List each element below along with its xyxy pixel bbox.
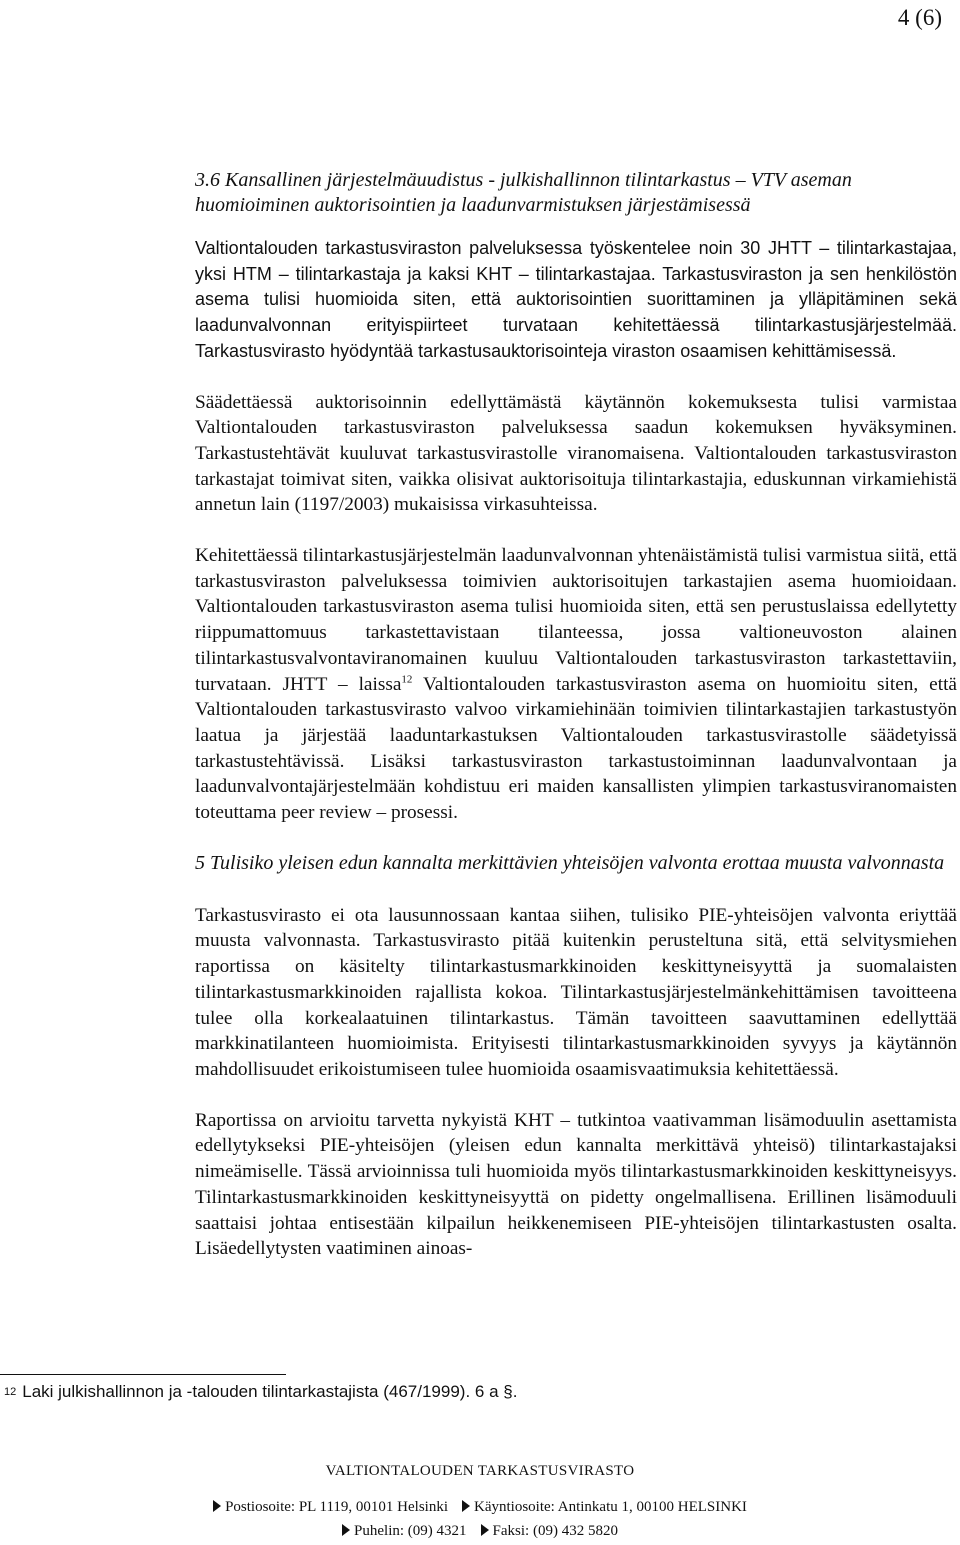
triangle-right-icon xyxy=(342,1524,350,1536)
footer-visiting-address: Käyntiosoite: Antinkatu 1, 00100 HELSINKI xyxy=(474,1499,747,1515)
paragraph-3-part-b: Valtiontalouden tarkastusviraston asema on huomioitu siten, että Valtiontalouden tarkastusvirasto valvoo virkamiehinään toimivien tilintarkastajien tarkastustyön laatua ja järjestää laaduntarkastuksen Valtiontalouden tarkastusvirastolle säädetyissä tarkastustehtävissä. Lisäksi tarkastusviraston tarkastustoiminnan laadunvalvontaan ja laadunvalvontajärjestelmään kohdistuu eri maiden kansallisten ylimpien tarkastusviranomaisten toteuttama peer review – prosessi. xyxy=(195,673,957,824)
section-heading-3-6: 3.6 Kansallinen järjestelmäuudistus - julkishallinnon tilintarkastus – VTV aseman huomioiminen auktorisointien ja laadunvarmistuksen järjestämisessä xyxy=(195,169,852,216)
triangle-right-icon xyxy=(462,1500,470,1512)
paragraph-4: Tarkastusvirasto ei ota lausunnossaan kantaa siihen, tulisiko PIE-yhteisöjen valvonta eriyttää muusta valvonnasta. Tarkastusvirasto pitää kuitenkin perusteltuna sitä, että selvitysmiehen raportissa on käsitelty tilintarkastusmarkkinoiden keskittyneisyyttä ja suomalaisten tilintarkastusmarkkinoiden rajallista kokoa. Tilintarkastusjärjestelmänkehittämisen tavoitteena tulee olla korkealaatuinen tilintarkastus. Tämän tavoitteen saavuttaminen edellyttää markkinatilanteen huomioimista. Erityisesti tilintarkastusmarkkinoiden syvyys ja käytännön mahdollisuudet erikoistumiseen tulee huomioida osaamisvaatimuksia kehitettäessä. xyxy=(195,904,957,1080)
footnote-reference: 12 xyxy=(401,673,413,686)
paragraph-2: Säädettäessä auktorisoinnin edellyttämästä käytännön kokemuksesta tulisi varmistaa Valtiontalouden tarkastusviraston palveluksessa saadun kokemuksen hyväksyminen. Tarkastustehtävät kuuluvat tarkastusvirastolle viranomaisena. Valtiontalouden tarkastusviraston tarkastajat toimivat siten, vaikka olisivat auktorisoituja tilintarkastajia, eduskunnan virkamiehistä annetun lain (1197/2003) mukaisissa virkasuhteissa. xyxy=(195,391,957,516)
paragraph-3-part-a: Kehitettäessä tilintarkastusjärjestelmän laadunvalvonnan yhtenäistämistä tulisi varmistua siitä, että tarkastusviraston palveluksessa toimivien auktorisoitujen tarkastajien asema huomioidaan. Valtiontalouden tarkastusviraston asema tulisi huomioida siten, että sen perustuslaissa edellytetty riippumattomuus tarkastettavistaan tilanteessa, jossa valtioneuvoston alainen tilintarkastusvalvontaviranomainen kuuluu Valtiontalouden tarkastusviraston tarkastettaviin, turvataan. JHTT – laissa xyxy=(195,545,957,695)
footnote-divider xyxy=(0,1374,286,1375)
paragraph-5: Raportissa on arvioitu tarvetta nykyistä KHT – tutkintoa vaativamman lisämoduulin asettamista edellytykseksi PIE-yhteisöjen (yleisen edun kannalta merkittävä yhteisö) tilintarkastajaksi nimeämiselle. Tässä arvioinnissa tuli huomioida myös tilintarkastusmarkkinoiden keskittyneisyys. Tilintarkastusmarkkinoiden keskittyneisyyttä on pidetty ongelmallisena. Erillinen lisämoduuli saattaisi johtaa entisestään kilpailun heikkenemiseen PIE-yhteisöjen tilintarkastusten osalta. Lisäedellytysten vaatiminen ainoas- xyxy=(195,1109,957,1260)
triangle-right-icon xyxy=(213,1500,221,1512)
footnote-text: Laki julkishallinnon ja -talouden tilintarkastajista (467/1999). 6 a §. xyxy=(22,1382,518,1401)
paragraph-1: Valtiontalouden tarkastusviraston palveluksessa työskentelee noin 30 JHTT – tilintarkastajaa, yksi HTM – tilintarkastaja ja kaksi KHT – tilintarkastajaa. Tarkastusviraston ja sen henkilöstön asema tulisi huomioida siten, että auktorisointien suorittaminen ja ylläpitäminen sekä laadunvalvonnan erityispiirteet turvataan kehitettäessä tilintarkastusjärjestelmää. Tarkastusvirasto hyödyntää tarkastusauktorisointeja viraston osaamisen kehittämisessä. xyxy=(195,238,957,361)
footnote-mark: 12 xyxy=(4,1386,17,1398)
footer-organization: VALTIONTALOUDEN TARKASTUSVIRASTO xyxy=(325,1463,635,1479)
footer-phone: Puhelin: (09) 4321 xyxy=(354,1523,467,1539)
footer-postal-address: Postiosoite: PL 1119, 00101 Helsinki xyxy=(225,1499,449,1515)
footer-address-line xyxy=(0,1497,960,1517)
main-content xyxy=(195,168,957,1287)
paragraph-3 xyxy=(195,543,957,826)
section-heading-5: 5 Tulisiko yleisen edun kannalta merkittävien yhteisöjen valvonta erottaa muusta valvonnasta xyxy=(195,851,945,874)
footnote xyxy=(4,1381,944,1403)
footer-fax: Faksi: (09) 432 5820 xyxy=(492,1523,618,1539)
triangle-right-icon xyxy=(481,1524,489,1536)
footer-contact-line xyxy=(0,1521,960,1541)
page-number: 4 (6) xyxy=(897,5,942,30)
